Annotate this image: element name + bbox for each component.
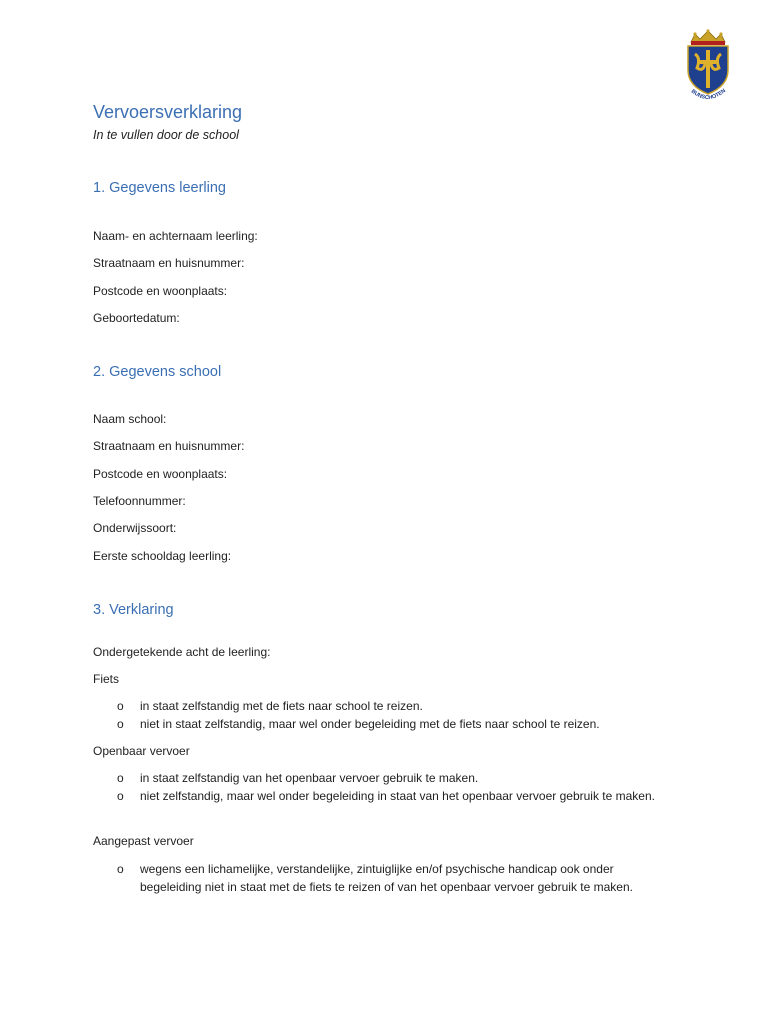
field-label: Postcode en woonplaats: xyxy=(93,284,228,298)
option-text: wegens een lichamelijke, verstandelijke, zintuiglijke en/of psychische handicap ook onder begeleiding niet in staat met de fiets te reizen of van het openbaar vervoer gebruik te maken. xyxy=(140,862,633,894)
section-heading-leerling: 1. Gegevens leerling xyxy=(93,180,226,196)
option-text: niet zelfstandig, maar wel onder begeleiding in staat van het openbaar vervoer gebruik te maken. xyxy=(140,789,655,803)
bullet-marker: o xyxy=(117,771,124,785)
group-label-openbaar-vervoer: Openbaar vervoer xyxy=(93,744,190,758)
option-text: in staat zelfstandig van het openbaar vervoer gebruik te maken. xyxy=(140,771,479,785)
group-label-aangepast-vervoer: Aangepast vervoer xyxy=(93,834,194,848)
bullet-marker: o xyxy=(117,862,124,876)
field-label: Naam- en achternaam leerling: xyxy=(93,229,258,243)
field-label: Postcode en woonplaats: xyxy=(93,467,228,481)
section-heading-school: 2. Gegevens school xyxy=(93,364,222,380)
group-label-fiets: Fiets xyxy=(93,672,120,686)
field-label: Onderwijssoort: xyxy=(93,521,177,535)
option-text: niet in staat zelfstandig, maar wel onder begeleiding met de fiets naar school te reizen. xyxy=(140,717,600,731)
section-heading-verklaring: 3. Verklaring xyxy=(93,602,174,618)
declaration-intro: Ondergetekende acht de leerling: xyxy=(93,645,271,659)
field-label: Straatnaam en huisnummer: xyxy=(93,256,245,270)
field-label: Naam school: xyxy=(93,412,167,426)
field-label: Straatnaam en huisnummer: xyxy=(93,439,245,453)
field-label: Telefoonnummer: xyxy=(93,494,186,508)
field-label: Geboortedatum: xyxy=(93,311,180,325)
option-text: in staat zelfstandig met de fiets naar school te reizen. xyxy=(140,699,423,713)
logo-caption: BUNSCHOTEN xyxy=(689,88,728,102)
page-title: Vervoersverklaring xyxy=(93,102,243,122)
bullet-marker: o xyxy=(117,699,124,713)
bullet-marker: o xyxy=(117,717,124,731)
coat-of-arms-logo xyxy=(683,28,733,106)
page-subtitle: In te vullen door de school xyxy=(93,128,239,142)
bullet-marker: o xyxy=(117,789,124,803)
field-label: Eerste schooldag leerling: xyxy=(93,549,232,563)
